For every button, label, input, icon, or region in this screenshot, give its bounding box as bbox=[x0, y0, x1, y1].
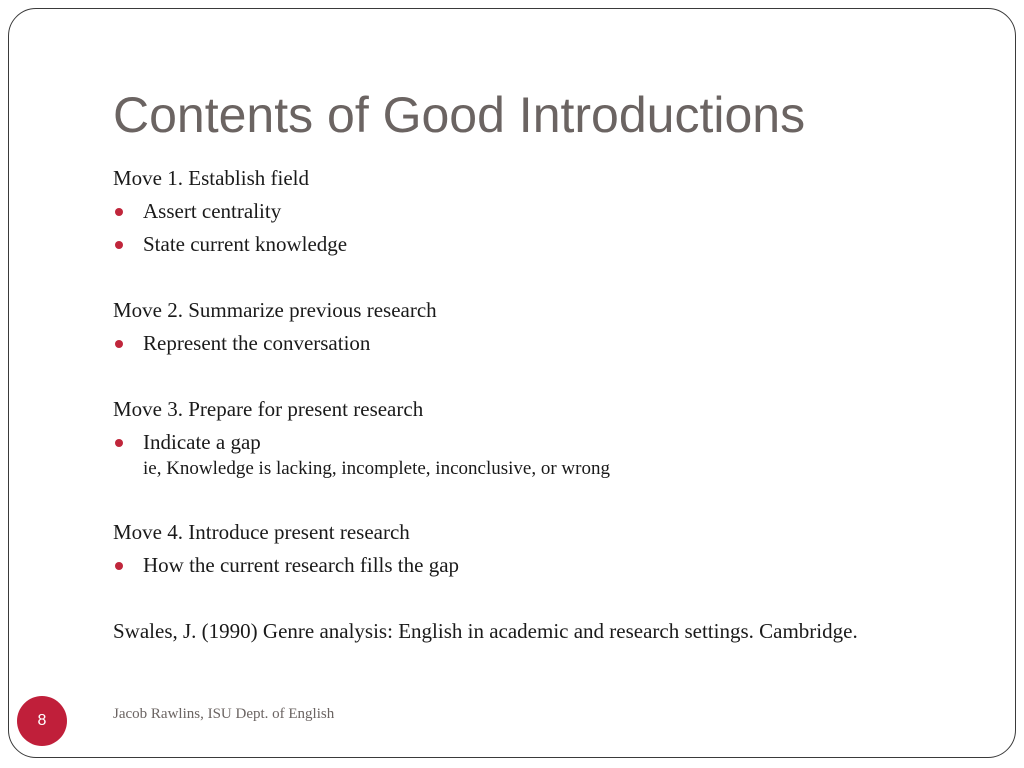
bullet-dot-icon bbox=[115, 562, 123, 570]
slide-title: Contents of Good Introductions bbox=[113, 87, 806, 143]
page-number-badge: 8 bbox=[17, 696, 67, 746]
spacer bbox=[113, 361, 993, 394]
bullet-item bbox=[113, 229, 993, 262]
bullet-item bbox=[113, 427, 993, 456]
move-2-heading: Move 2. Summarize previous research bbox=[113, 298, 437, 322]
move-3-heading: Move 3. Prepare for present research bbox=[113, 397, 424, 421]
bullet-item bbox=[113, 196, 993, 229]
slide-body bbox=[113, 163, 993, 649]
bullet-text: How the current research fills the gap bbox=[143, 553, 460, 577]
bullet-item bbox=[113, 550, 993, 583]
bullet-dot-icon bbox=[115, 340, 123, 348]
bullet-dot-icon bbox=[115, 208, 123, 216]
spacer bbox=[113, 583, 993, 616]
bullet-dot-icon bbox=[115, 241, 123, 249]
spacer bbox=[113, 489, 993, 517]
spacer bbox=[113, 262, 993, 295]
bullet-text: Indicate a gap bbox=[143, 430, 261, 454]
bullet-dot-icon bbox=[115, 439, 123, 447]
bullet-text: State current knowledge bbox=[143, 232, 348, 256]
bullet-text: Represent the conversation bbox=[143, 331, 371, 355]
move-1-heading: Move 1. Establish field bbox=[113, 166, 309, 190]
footer-author: Jacob Rawlins, ISU Dept. of English bbox=[113, 706, 335, 722]
citation: Swales, J. (1990) Genre analysis: English in academic and research settings. Cambridge. bbox=[113, 619, 858, 643]
bullet-item bbox=[113, 328, 993, 361]
bullet-note: ie, Knowledge is lacking, incomplete, inconclusive, or wrong bbox=[143, 458, 610, 479]
move-4-heading: Move 4. Introduce present research bbox=[113, 520, 410, 544]
bullet-text: Assert centrality bbox=[143, 199, 282, 223]
